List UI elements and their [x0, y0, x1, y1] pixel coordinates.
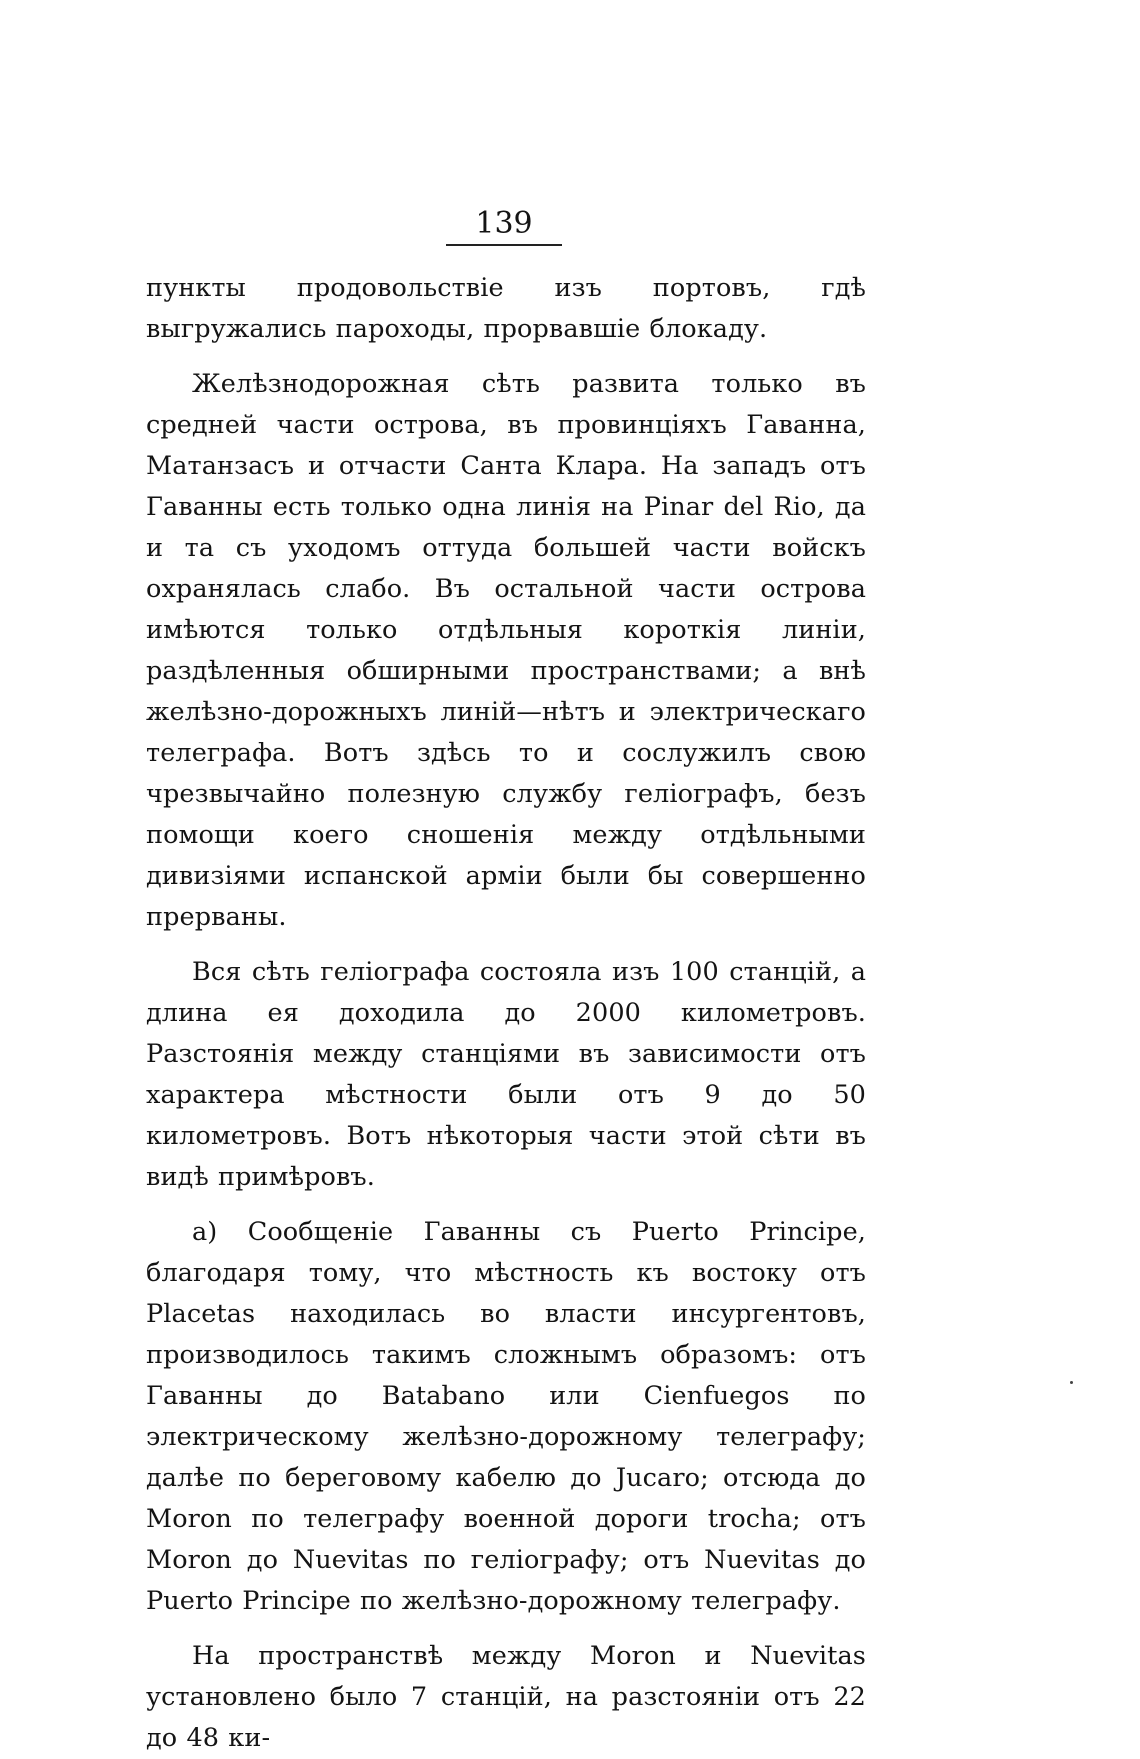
margin-speck	[1070, 1381, 1073, 1384]
paragraph-5: На пространствѣ между Moron и Nuevitas установлено было 7 станцій, на разстояніи отъ 22 до 48 ки-	[146, 1641, 866, 1753]
page-number: 139	[446, 206, 562, 246]
paragraph-2: Желѣзнодорожная сѣть развита только въ средней части острова, въ провинціяхъ Гаванна, Матанзасъ и отчасти Санта Клара. На западъ отъ Гаванны есть только одна линія на Pinar del Rio, да и та съ уходомъ оттуда большей части войскъ охранялась слабо. Въ остальной части острова имѣются только отдѣльныя короткія линіи, раздѣленныя обширными пространствами; а внѣ желѣзно-дорожныхъ линій—нѣтъ и электрическаго телеграфа. Вотъ здѣсь то и сослужилъ свою чрезвычайно полезную службу геліографъ, безъ помощи коего сношенія между отдѣльными дивизіями испанской арміи были бы совершенно прерваны.	[146, 369, 866, 932]
paragraph-4: a) Сообщеніе Гаванны съ Puerto Principe, благодаря тому, что мѣстность къ востоку отъ Placetas находилась во власти инсургентовъ, производилось такимъ сложнымъ образомъ: отъ Гаванны до Batabano или Cienfuegos по электрическому желѣзно-дорожному телеграфу; далѣе по береговому кабелю до Jucaro; отсюда до Moron по телеграфу военной дороги trocha; отъ Moron до Nuevitas по геліографу; отъ Nuevitas до Puerto Principe по желѣзно-дорожному телеграфу.	[146, 1217, 866, 1616]
body-text	[146, 268, 866, 1759]
paragraph-3: Вся сѣть геліографа состояла изъ 100 станцій, а длина ея доходила до 2000 километровъ. Разстоянія между станціями въ зависимости отъ характера мѣстности были отъ 9 до 50 километровъ. Вотъ нѣкоторыя части этой сѣти въ видѣ примѣровъ.	[146, 957, 866, 1192]
paragraph-1: пункты продовольствіе изъ портовъ, гдѣ выгружались пароходы, прорвавшіе блокаду.	[146, 273, 866, 344]
